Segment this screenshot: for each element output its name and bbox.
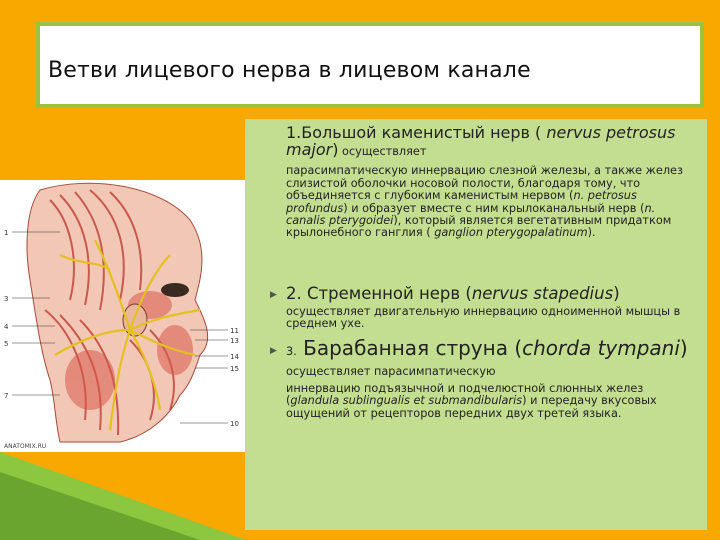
item3-latin-1: glandula sublingualis et submandibularis: [290, 394, 523, 408]
item1-text-2: ) и образует вместе с ним крылоканальный нерв (: [343, 201, 645, 215]
list-item-1: [286, 124, 696, 240]
figure-label: 1: [4, 229, 9, 237]
figure-label: 4: [4, 323, 9, 331]
item2-heading: 2. Стременной нерв (: [286, 284, 472, 303]
figure-label: 5: [4, 340, 9, 348]
item1-body: [286, 165, 696, 239]
figure-label: 10: [230, 420, 239, 428]
figure-label: 13: [230, 337, 239, 345]
item2-body: осуществляет двигательную иннервацию одноименной мышцы в среднем ухе.: [286, 305, 681, 331]
item1-paren: ): [332, 140, 339, 159]
bullet-icon: ▶: [270, 346, 277, 356]
item2-paren: ): [613, 284, 620, 303]
title-inner: [40, 26, 700, 104]
list-item-2: [286, 285, 696, 331]
figure-label: 14: [230, 353, 239, 361]
item1-text-3: ), который является вегетативным придатком крылонебного ганглия (: [286, 214, 672, 240]
item3-number: 3.: [286, 345, 297, 358]
slide-title: Ветви лицевого нерва в лицевом канале: [48, 58, 531, 83]
item2-latin: nervus stapedius: [471, 284, 614, 303]
item1-lead: осуществляет: [338, 145, 427, 158]
item3-latin: chorda tympani: [522, 336, 680, 360]
figure-label: 11: [230, 327, 239, 335]
item1-latin: nervus petrosus major: [286, 123, 676, 159]
item1-heading: 1.Большой каменистый нерв (: [286, 123, 547, 142]
head-muscles-drawing: [0, 180, 245, 452]
item1-text-4: ).: [587, 226, 596, 240]
item1-latin-2: n. canalis pterygoidei: [286, 201, 656, 228]
item3-body: [286, 383, 700, 420]
decorative-green-shape: [0, 452, 246, 540]
item3-text: иннервацию подъязычной и подчелюстной слюнных желез (: [286, 381, 644, 408]
item1-latin-1: n. petrosus profundus: [286, 189, 637, 215]
item1-latin-3: ganglion pterygopalatinum: [434, 226, 588, 240]
list-item-3: [286, 338, 700, 420]
bullet-icon: ▶: [270, 290, 277, 300]
item3-lead: осуществляет парасимпатическую: [286, 365, 496, 379]
item1-text: парасимпатическую иннервацию слезной железы, а также желез слизистой оболочки носовой полости, благодаря тому, что объединяется с глубоким каменистым нервом (: [286, 164, 683, 203]
image-watermark: ANATOMIX.RU: [4, 443, 47, 450]
figure-label: 3: [4, 295, 9, 303]
item3-paren: ): [679, 336, 688, 360]
title-frame: [36, 22, 704, 108]
item3-text-2: ) и передачу вкусовых ощущений от рецепторов передних двух третей языка.: [286, 394, 657, 420]
eye: [161, 283, 189, 297]
figure-label: 7: [4, 392, 9, 400]
figure-label: 15: [230, 365, 239, 373]
item3-heading: Барабанная струна (: [296, 336, 523, 360]
anatomy-illustration: [0, 180, 245, 452]
